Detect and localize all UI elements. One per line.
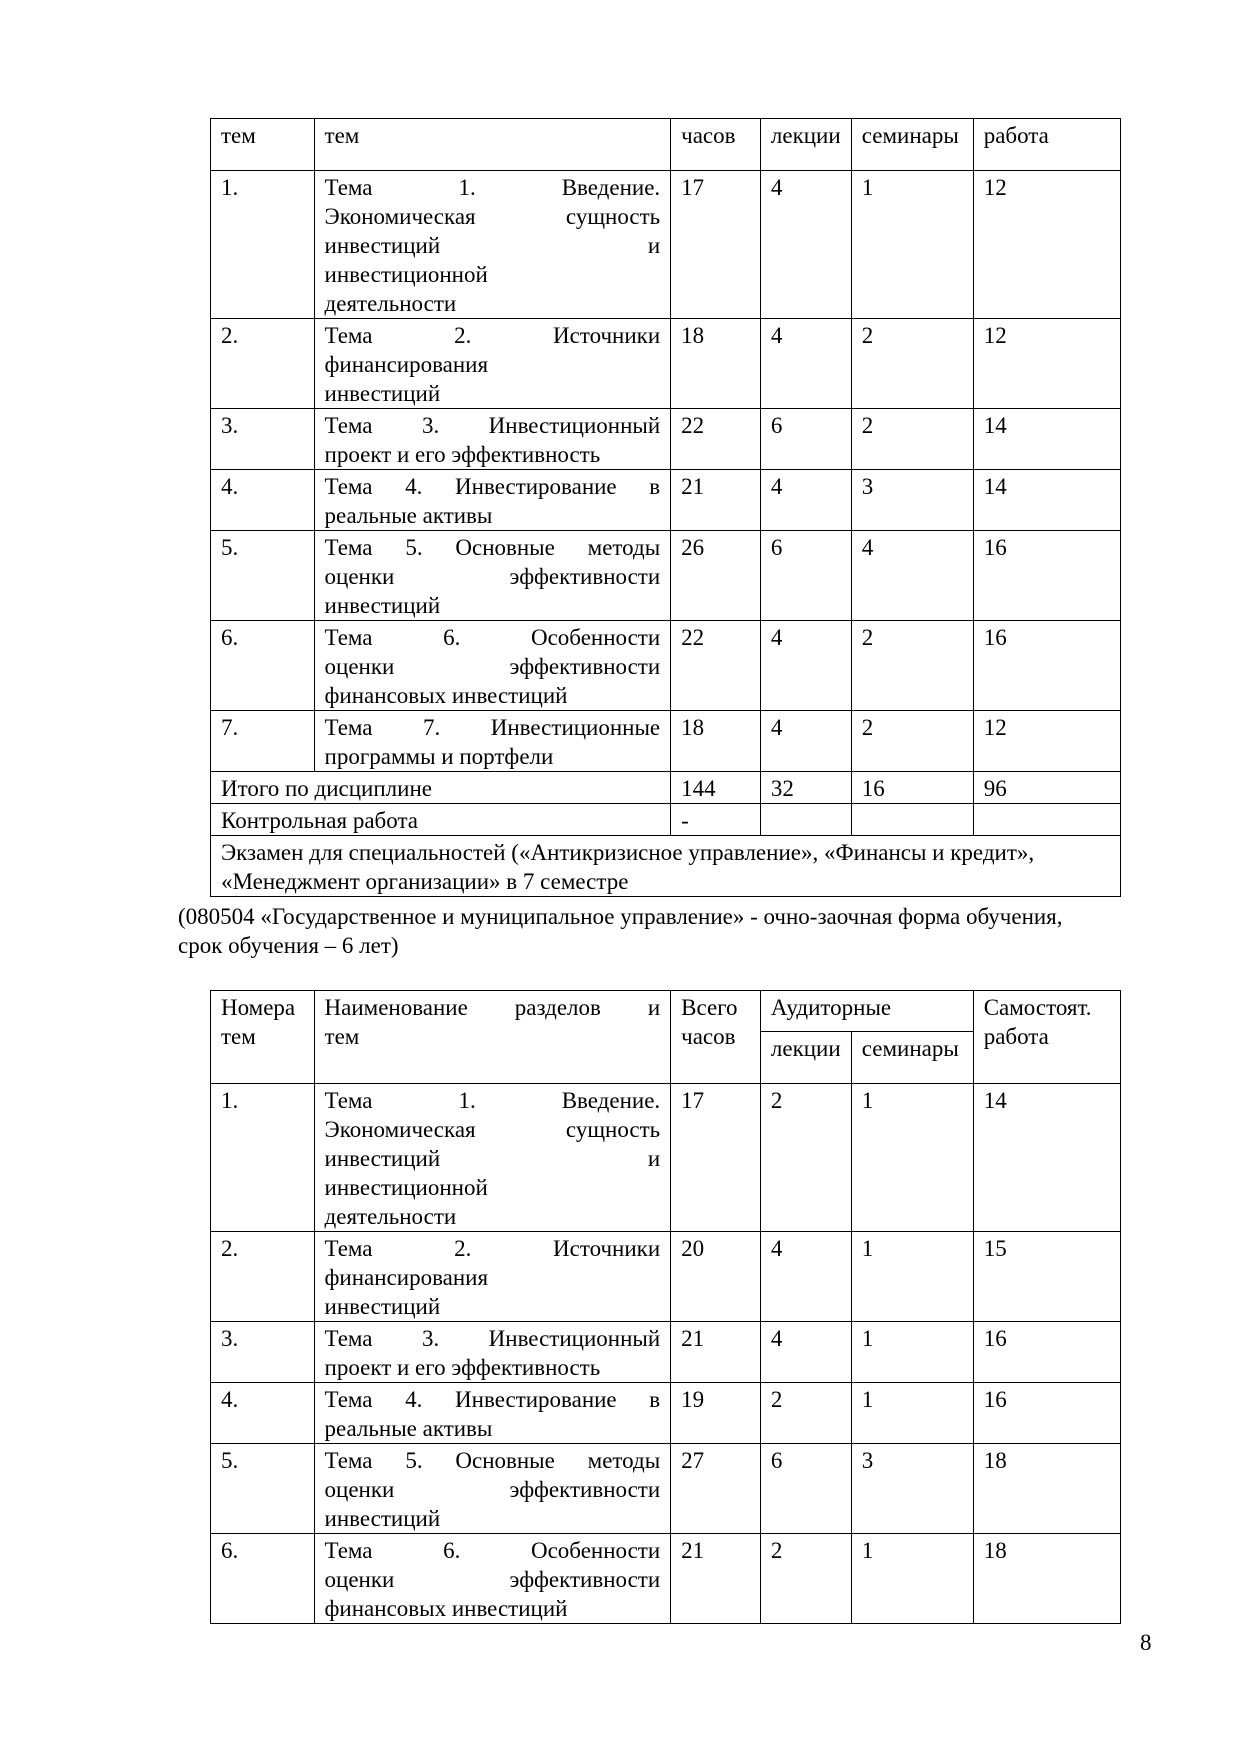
self-study-cell: 14 bbox=[973, 470, 1120, 531]
header-cell: тем bbox=[314, 119, 671, 171]
topic-name-line: инвестиций и bbox=[324, 1146, 661, 1171]
table-row bbox=[211, 1232, 1121, 1322]
topic-name-line: Тема 5. Основные методы bbox=[324, 535, 661, 560]
lectures-cell: 6 bbox=[760, 1444, 851, 1534]
header-lectures-cell: лекции bbox=[760, 1032, 851, 1084]
topic-name-line: проект и его эффективность bbox=[324, 442, 601, 467]
topic-name-line: инвестиционной bbox=[324, 1175, 488, 1200]
self-study-cell: 12 bbox=[973, 171, 1120, 319]
topic-name-cell bbox=[314, 1444, 671, 1534]
header-text: тем bbox=[324, 1024, 360, 1049]
form-description bbox=[178, 902, 1158, 960]
self-study-cell: 14 bbox=[973, 409, 1120, 470]
topic-name-line: Тема 2. Источники bbox=[324, 1236, 661, 1261]
header-text: Номера bbox=[221, 995, 296, 1020]
header-text: работа bbox=[983, 1024, 1049, 1049]
header-cell: тем bbox=[211, 119, 315, 171]
lectures-cell: 4 bbox=[760, 470, 851, 531]
total-self-study-cell: 96 bbox=[973, 772, 1120, 804]
topic-number-cell: 3. bbox=[211, 409, 315, 470]
topic-number-cell: 1. bbox=[211, 1084, 315, 1232]
seminars-cell: 4 bbox=[851, 531, 973, 621]
table-row bbox=[211, 1084, 1121, 1232]
header-seminars-cell: семинары bbox=[851, 1032, 973, 1084]
topic-name-line: Тема 3. Инвестиционный bbox=[324, 413, 661, 438]
topic-number-cell: 3. bbox=[211, 1322, 315, 1383]
exam-line: Экзамен для специальностей («Антикризисное управление», «Финансы и кредит», bbox=[221, 840, 1035, 865]
self-study-cell: 12 bbox=[973, 319, 1120, 409]
header-text: Самостоят. bbox=[983, 995, 1092, 1020]
seminars-cell: 2 bbox=[851, 319, 973, 409]
self-study-cell: 16 bbox=[973, 1383, 1120, 1444]
topic-name-line: инвестиций и bbox=[324, 233, 661, 258]
topic-name-line: финансовых инвестиций bbox=[324, 1596, 568, 1621]
seminars-cell: 2 bbox=[851, 621, 973, 711]
topic-name-cell bbox=[314, 621, 671, 711]
topic-name-line: финансовых инвестиций bbox=[324, 683, 568, 708]
self-study-cell: 12 bbox=[973, 711, 1120, 772]
table-row bbox=[211, 1444, 1121, 1534]
topic-name-line: программы и портфели bbox=[324, 744, 554, 769]
total-label-cell: Итого по дисциплине bbox=[211, 772, 671, 804]
topic-name-line: оценки эффективности bbox=[324, 1567, 661, 1592]
empty-cell bbox=[760, 804, 851, 836]
self-study-cell: 18 bbox=[973, 1534, 1120, 1624]
topic-name-line: Экономическая сущность bbox=[324, 204, 661, 229]
self-study-cell: 15 bbox=[973, 1232, 1120, 1322]
seminars-cell: 3 bbox=[851, 470, 973, 531]
header-self-cell bbox=[973, 991, 1120, 1084]
lectures-cell: 4 bbox=[760, 621, 851, 711]
header-hours-cell bbox=[671, 991, 761, 1084]
header-text: тем bbox=[221, 1024, 256, 1049]
lectures-cell: 4 bbox=[760, 319, 851, 409]
lectures-cell: 2 bbox=[760, 1084, 851, 1232]
table-row bbox=[211, 711, 1121, 772]
form-description-line: срок обучения – 6 лет) bbox=[178, 933, 399, 958]
topic-number-cell: 6. bbox=[211, 1534, 315, 1624]
total-seminars-cell: 16 bbox=[851, 772, 973, 804]
total-hours-cell: 144 bbox=[671, 772, 761, 804]
self-study-cell: 14 bbox=[973, 1084, 1120, 1232]
topic-name-line: оценки эффективности bbox=[324, 564, 661, 589]
lectures-cell: 4 bbox=[760, 171, 851, 319]
table-row bbox=[211, 1534, 1121, 1624]
topic-name-cell bbox=[314, 1322, 671, 1383]
topic-name-cell bbox=[314, 1232, 671, 1322]
table-header-row bbox=[211, 991, 1121, 1032]
seminars-cell: 1 bbox=[851, 171, 973, 319]
hours-cell: 22 bbox=[671, 621, 761, 711]
hours-cell: 18 bbox=[671, 711, 761, 772]
seminars-cell: 2 bbox=[851, 409, 973, 470]
curriculum-table-1 bbox=[210, 118, 1121, 897]
header-text: Всего bbox=[681, 995, 738, 1020]
topic-name-line: Тема 1. Введение. bbox=[324, 175, 661, 200]
topic-name-line: инвестиционной bbox=[324, 262, 488, 287]
topic-name-line: финансирования bbox=[324, 352, 489, 377]
topic-name-cell bbox=[314, 319, 671, 409]
topic-name-line: Тема 6. Особенности bbox=[324, 1538, 661, 1563]
header-num-cell bbox=[211, 991, 315, 1084]
topic-name-cell bbox=[314, 1383, 671, 1444]
topic-name-line: деятельности bbox=[324, 1204, 457, 1229]
lectures-cell: 4 bbox=[760, 1322, 851, 1383]
header-text: Наименование разделов и bbox=[324, 995, 661, 1020]
topic-name-line: Тема 6. Особенности bbox=[324, 625, 661, 650]
header-name-cell bbox=[314, 991, 671, 1084]
topic-number-cell: 1. bbox=[211, 171, 315, 319]
self-study-cell: 16 bbox=[973, 531, 1120, 621]
topic-number-cell: 2. bbox=[211, 319, 315, 409]
table-row bbox=[211, 1322, 1121, 1383]
topic-name-cell bbox=[314, 711, 671, 772]
topic-name-line: проект и его эффективность bbox=[324, 1355, 601, 1380]
hours-cell: 27 bbox=[671, 1444, 761, 1534]
topic-name-line: деятельности bbox=[324, 291, 457, 316]
topic-name-line: Тема 4. Инвестирование в bbox=[324, 1387, 661, 1412]
hours-cell: 18 bbox=[671, 319, 761, 409]
topic-name-cell bbox=[314, 1534, 671, 1624]
form-description-line: (080504 «Государственное и муниципальное управление» - очно-заочная форма обучения, bbox=[178, 904, 1063, 929]
seminars-cell: 1 bbox=[851, 1534, 973, 1624]
topic-name-line: финансирования bbox=[324, 1265, 489, 1290]
hours-cell: 17 bbox=[671, 171, 761, 319]
lectures-cell: 6 bbox=[760, 531, 851, 621]
hours-cell: 21 bbox=[671, 1322, 761, 1383]
topic-number-cell: 2. bbox=[211, 1232, 315, 1322]
topic-name-cell bbox=[314, 531, 671, 621]
lectures-cell: 2 bbox=[760, 1534, 851, 1624]
topic-number-cell: 7. bbox=[211, 711, 315, 772]
table-row bbox=[211, 531, 1121, 621]
seminars-cell: 3 bbox=[851, 1444, 973, 1534]
empty-cell bbox=[973, 804, 1120, 836]
exam-row bbox=[211, 836, 1121, 897]
seminars-cell: 1 bbox=[851, 1084, 973, 1232]
topic-name-cell bbox=[314, 470, 671, 531]
topic-name-line: Тема 5. Основные методы bbox=[324, 1448, 661, 1473]
seminars-cell: 1 bbox=[851, 1322, 973, 1383]
topic-name-line: инвестиций bbox=[324, 1506, 441, 1531]
topic-name-cell bbox=[314, 171, 671, 319]
exam-line: «Менеджмент организации» в 7 семестре bbox=[221, 869, 629, 894]
self-study-cell: 16 bbox=[973, 621, 1120, 711]
total-row bbox=[211, 772, 1121, 804]
topic-name-cell bbox=[314, 409, 671, 470]
header-auditory-cell: Аудиторные bbox=[760, 991, 973, 1032]
hours-cell: 20 bbox=[671, 1232, 761, 1322]
table-row bbox=[211, 470, 1121, 531]
table-header-row bbox=[211, 119, 1121, 171]
seminars-cell: 2 bbox=[851, 711, 973, 772]
self-study-cell: 16 bbox=[973, 1322, 1120, 1383]
hours-cell: 26 bbox=[671, 531, 761, 621]
lectures-cell: 6 bbox=[760, 409, 851, 470]
table-row bbox=[211, 621, 1121, 711]
table-row bbox=[211, 171, 1121, 319]
topic-name-line: Тема 7. Инвестиционные bbox=[324, 715, 661, 740]
header-cell: работа bbox=[973, 119, 1120, 171]
header-cell: часов bbox=[671, 119, 761, 171]
lectures-cell: 2 bbox=[760, 1383, 851, 1444]
topic-number-cell: 4. bbox=[211, 470, 315, 531]
seminars-cell: 1 bbox=[851, 1232, 973, 1322]
empty-cell bbox=[851, 804, 973, 836]
control-hours-cell: - bbox=[671, 804, 761, 836]
table-row bbox=[211, 1383, 1121, 1444]
topic-name-line: инвестиций bbox=[324, 593, 441, 618]
topic-name-line: реальные активы bbox=[324, 503, 493, 528]
total-lectures-cell: 32 bbox=[760, 772, 851, 804]
lectures-cell: 4 bbox=[760, 711, 851, 772]
seminars-cell: 1 bbox=[851, 1383, 973, 1444]
topic-number-cell: 5. bbox=[211, 1444, 315, 1534]
header-cell: лекции bbox=[760, 119, 851, 171]
topic-name-line: оценки эффективности bbox=[324, 1477, 661, 1502]
topic-name-line: Тема 2. Источники bbox=[324, 323, 661, 348]
hours-cell: 21 bbox=[671, 470, 761, 531]
table-row bbox=[211, 319, 1121, 409]
table-row bbox=[211, 409, 1121, 470]
header-text: часов bbox=[681, 1024, 736, 1049]
hours-cell: 22 bbox=[671, 409, 761, 470]
topic-number-cell: 5. bbox=[211, 531, 315, 621]
topic-name-line: реальные активы bbox=[324, 1416, 493, 1441]
exam-cell bbox=[211, 836, 1121, 897]
control-label-cell: Контрольная работа bbox=[211, 804, 671, 836]
hours-cell: 17 bbox=[671, 1084, 761, 1232]
curriculum-table-2 bbox=[210, 990, 1121, 1624]
hours-cell: 19 bbox=[671, 1383, 761, 1444]
topic-name-line: Экономическая сущность bbox=[324, 1117, 661, 1142]
topic-name-line: инвестиций bbox=[324, 381, 441, 406]
topic-number-cell: 6. bbox=[211, 621, 315, 711]
page-number: 8 bbox=[1140, 1630, 1152, 1655]
topic-name-line: инвестиций bbox=[324, 1294, 441, 1319]
lectures-cell: 4 bbox=[760, 1232, 851, 1322]
topic-name-cell bbox=[314, 1084, 671, 1232]
topic-name-line: Тема 3. Инвестиционный bbox=[324, 1326, 661, 1351]
control-row bbox=[211, 804, 1121, 836]
self-study-cell: 18 bbox=[973, 1444, 1120, 1534]
hours-cell: 21 bbox=[671, 1534, 761, 1624]
topic-name-line: оценки эффективности bbox=[324, 654, 661, 679]
topic-number-cell: 4. bbox=[211, 1383, 315, 1444]
header-cell: семинары bbox=[851, 119, 973, 171]
topic-name-line: Тема 4. Инвестирование в bbox=[324, 474, 661, 499]
topic-name-line: Тема 1. Введение. bbox=[324, 1088, 661, 1113]
